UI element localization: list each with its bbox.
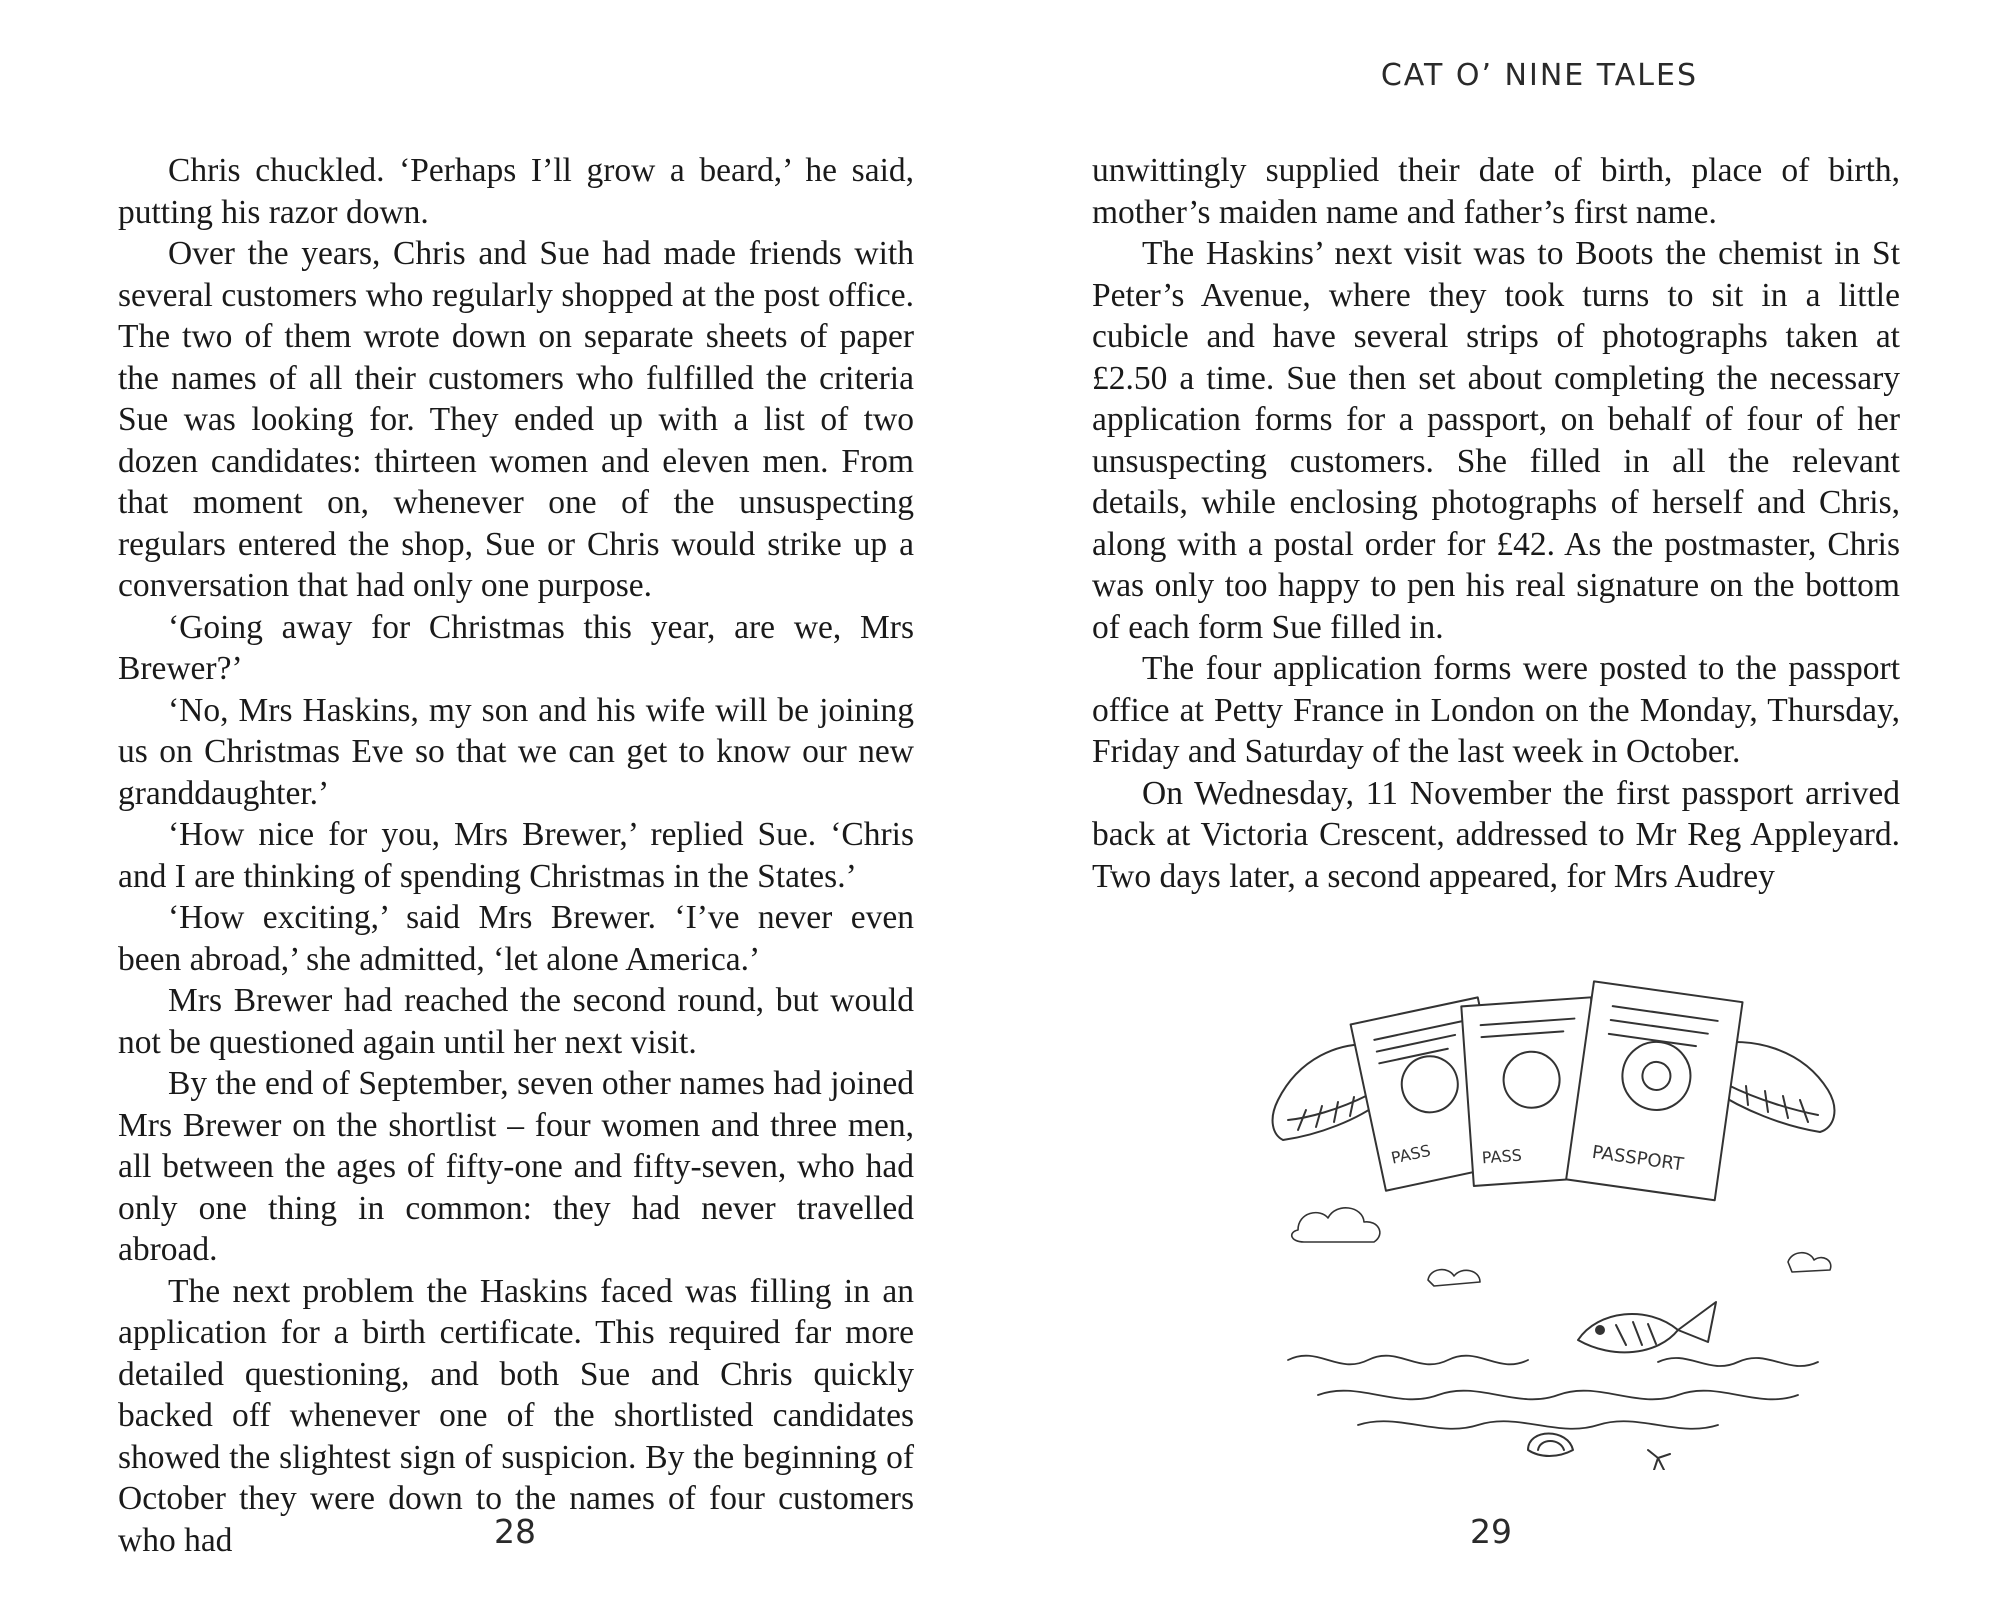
paragraph: Mrs Brewer had reached the second round, but would not be questioned again until her next visit. (118, 982, 914, 1061)
right-text-block (1092, 150, 1900, 897)
paragraph: Over the years, Chris and Sue had made friends with several customers who regularly shopped at the post office. The two of them wrote down on separate sheets of paper the names of all their customers who fulfilled the criteria Sue was looking for. They ended up with a list of two dozen candidates: thirteen women and eleven men. From that moment on, whenever one of the unsuspecting regulars entered the shop, Sue or Chris would strike up a conversation that had only one purpose. (118, 235, 914, 604)
flying-passports-illustration (1228, 950, 1908, 1470)
page-number: 29 (1470, 1512, 1512, 1551)
paragraph: ‘No, Mrs Haskins, my son and his wife will be joining us on Christmas Eve so that we can get to know our new granddaughter.’ (118, 691, 914, 812)
paragraph: On Wednesday, 11 November the first passport arrived back at Victoria Crescent, addressed to Mr Reg Appleyard. Two days later, a second appeared, for Mrs Audrey (1092, 774, 1900, 895)
paragraph: ‘How nice for you, Mrs Brewer,’ replied Sue. ‘Chris and I are thinking of spending Christmas in the States.’ (118, 816, 914, 895)
paragraph: The Haskins’ next visit was to Boots the chemist in St Peter’s Avenue, where they took turns to sit in a little cubicle and have several strips of photographs taken at £2.50 a time. Sue then set about completing the necessary application forms for a passport, on behalf of four of her unsuspecting customers. She filled in all the relevant details, while enclosing photographs of herself and Chris, along with a postal order for £42. As the postmaster, Chris was only too happy to pen his real signature on the bottom of each form Sue filled in. (1092, 235, 1900, 646)
paragraph: The four application forms were posted to the passport office at Petty France in London on the Monday, Thursday, Friday and Saturday of the last week in October. (1092, 650, 1900, 770)
paragraph: By the end of September, seven other names had joined Mrs Brewer on the shortlist – four women and three men, all between the ages of fifty-one and fifty-seven, who had only one thing in common: they had never travelled abroad. (118, 1065, 914, 1268)
paragraph: Chris chuckled. ‘Perhaps I’ll grow a beard,’ he said, putting his razor down. (118, 152, 914, 231)
right-page (1000, 0, 2000, 1597)
paragraph: ‘Going away for Christmas this year, are we, Mrs Brewer?’ (118, 608, 914, 687)
cloud-icon (1292, 1208, 1831, 1286)
page-number: 28 (494, 1512, 536, 1551)
passport-icon (1566, 981, 1742, 1200)
fish-icon (1578, 1302, 1716, 1352)
paragraph: The next problem the Haskins faced was filling in an application for a birth certificate. This required far more detailed questioning, and both Sue and Chris quickly backed off whenever one of the shortlisted candidates showed the slightest sign of suspicion. By the beginning of October they were down to the names of four customers who had (118, 1272, 914, 1559)
paragraph: unwittingly supplied their date of birth, place of birth, mother’s maiden name and father’s first name. (1092, 152, 1900, 231)
passport-label: PASS (1389, 1140, 1433, 1168)
running-head: CAT O’ NINE TALES (1380, 58, 1698, 93)
paragraph: ‘How exciting,’ said Mrs Brewer. ‘I’ve never even been abroad,’ she admitted, ‘let alone America.’ (118, 899, 914, 978)
wave-icon (1288, 1356, 1818, 1429)
shell-icon (1528, 1434, 1573, 1457)
left-text-block (118, 150, 914, 1561)
starfish-icon (1648, 1450, 1670, 1470)
passport-label: PASS (1481, 1145, 1523, 1168)
passport-label: PASSPORT (1590, 1141, 1685, 1176)
